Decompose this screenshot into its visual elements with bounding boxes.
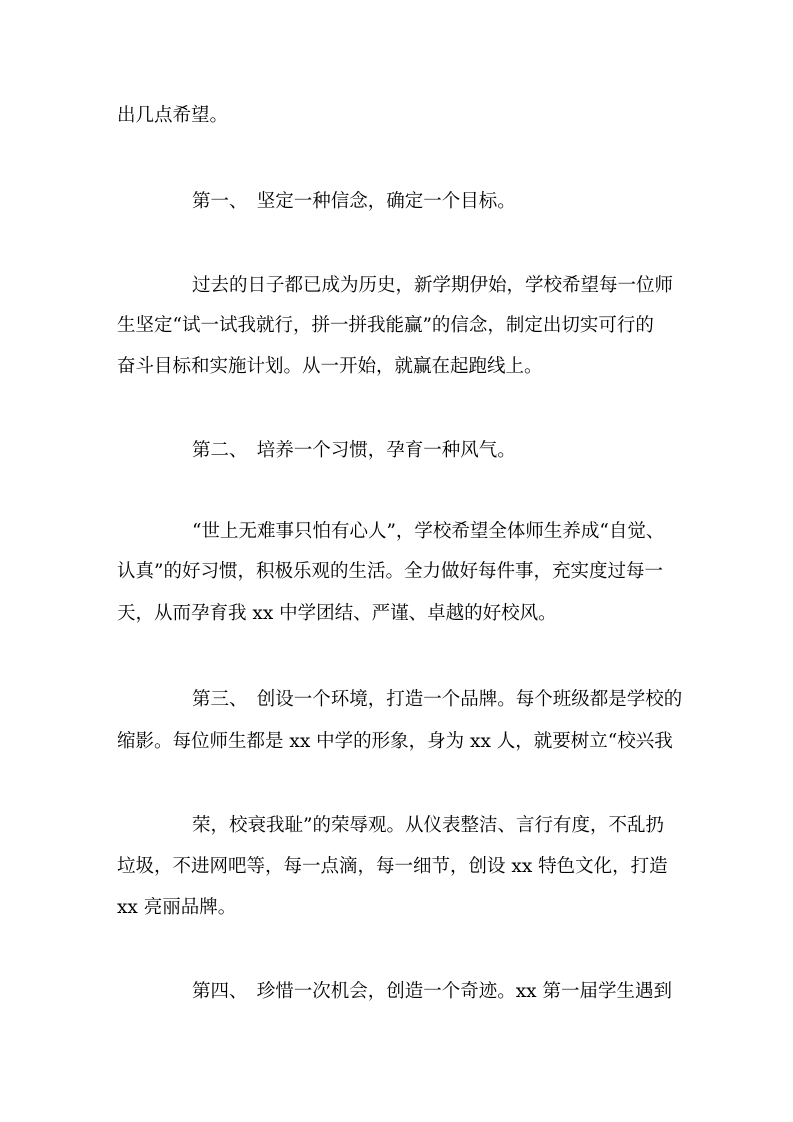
paragraph-3-line-2: 荣，校衰我耻”的荣辱观。从仪表整洁、言行有度，不乱扔 <box>192 815 664 836</box>
heading-point-1: 第一、 坚定一种信念，确定一个目标。 <box>192 191 516 212</box>
heading-point-3: 第三、 创设一个环境，打造一个品牌。每个班级都是学校的 <box>192 689 683 710</box>
heading-point-2: 第二、 培养一个习惯，孕育一种风气。 <box>192 440 516 461</box>
paragraph-2-line-2: 认真”的好习惯，积极乐观的生活。全力做好每件事，充实度过每一 <box>117 561 663 582</box>
text-line-1: 出几点希望。 <box>117 105 229 126</box>
heading-point-4: 第四、 珍惜一次机会，创造一个奇迹。xx 第一届学生遇到 <box>192 981 672 1002</box>
paragraph-3-line-3: 垃圾，不进网吧等，每一点滴，每一细节，创设 xx 特色文化，打造 <box>117 856 668 877</box>
paragraph-3-line-4: xx 亮丽品牌。 <box>117 897 237 918</box>
paragraph-3-line-1: 缩影。每位师生都是 xx 中学的形象，身为 xx 人，就要树立“校兴我 <box>117 731 673 752</box>
paragraph-2-line-1: “世上无难事只怕有心人”，学校希望全体师生养成“自觉、 <box>192 521 665 542</box>
paragraph-1-line-2: 生坚定“试一试我就行，拼一拼我能赢”的信念，制定出切实可行的 <box>117 315 654 336</box>
paragraph-1-line-1: 过去的日子都已成为历史，新学期伊始，学校希望每一位师 <box>192 275 674 296</box>
paragraph-1-line-3: 奋斗目标和实施计划。从一开始，就赢在起跑线上。 <box>117 356 543 377</box>
paragraph-2-line-3: 天，从而孕育我 xx 中学团结、严谨、卓越的好校风。 <box>117 603 557 624</box>
